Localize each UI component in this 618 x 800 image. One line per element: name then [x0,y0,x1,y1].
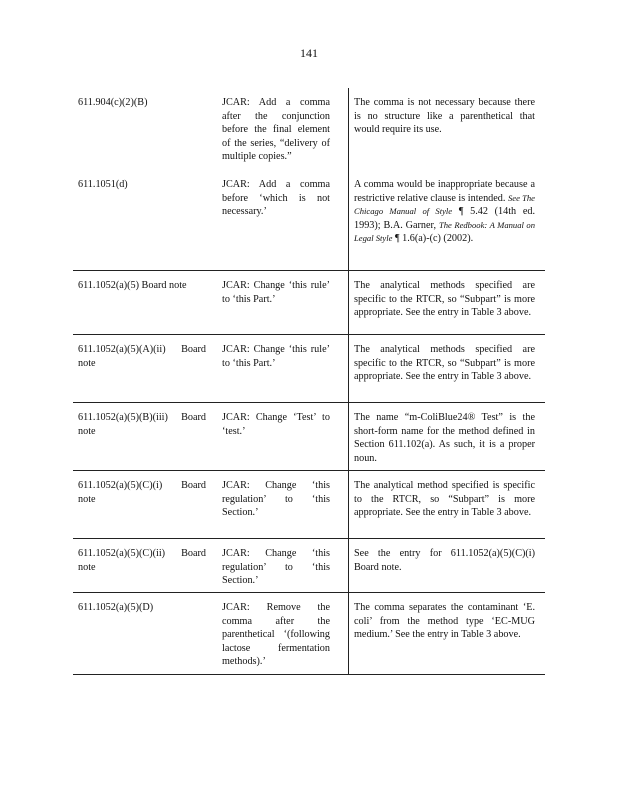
section-cell: 611.1052(a)(5)(B)(iii) Board note [78,412,206,437]
comment-cell: The comma separates the contaminant ‘E. coli’ from the method type ‘EC-MUG medium.’ See the entry in Table 3 above. [354,602,535,641]
source-cell: JCAR: Add a comma after the conjunction before the final element of the series, “delivery of multiple copies.” [222,97,330,163]
source-cell: JCAR: Change ‘this rule’ to ‘this Part.’ [222,280,330,305]
table-row [73,539,545,593]
citation-italic: The Redbook: A Manual on Legal Style [354,219,535,244]
table-row [73,593,545,675]
table-row [73,335,545,403]
source-cell: JCAR: Change ‘this regulation’ to ‘this Section.’ [222,480,330,519]
section-cell: 611.1052(a)(5)(A)(ii) Board note [78,344,206,369]
source-cell: JCAR: Change ‘Test’ to ‘test.’ [222,412,330,437]
page-number: 141 [300,46,318,60]
citation-italic: See The Chicago Manual of Style [354,192,535,217]
comment-cell: The analytical methods specified are specific to the RTCR, so “Subpart” is more appropriate. See the entry in Table 3 above. [354,344,535,383]
comment-text: ¶ 1.6(a)-(c) (2002). [392,233,474,245]
source-cell: JCAR: Change ‘this rule’ to ‘this Part.’ [222,344,330,369]
table-row [73,271,545,335]
table-row [73,403,545,471]
comment-text: A comma would be inappropriate because a restrictive relative clause is intended. [354,179,535,204]
comment-cell [354,178,535,246]
comments-table [73,88,545,675]
comment-cell: See the entry for 611.1052(a)(5)(C)(i) Board note. [354,548,535,573]
comment-cell: The name “m-ColiBlue24® Test” is the short-form name for the method defined in Section 611.102(a). As such, it is a proper noun. [354,412,535,464]
section-cell: 611.1051(d) [78,179,128,190]
section-cell: 611.1052(a)(5)(C)(ii) Board note [78,548,206,573]
section-cell: 611.1052(a)(5) Board note [78,280,187,291]
comment-text: ¶ 5.42 (14th ed. 1993); B.A. Garner, [354,206,535,231]
table-row [73,88,545,271]
source-cell: JCAR: Remove the comma after the parenthetical ‘(following lactose fermentation methods).’ [222,602,330,668]
source-cell: JCAR: Change ‘this regulation’ to ‘this Section.’ [222,548,330,587]
section-cell: 611.1052(a)(5)(D) [78,602,154,613]
section-cell: 611.904(c)(2)(B) [78,97,148,108]
table-row [73,471,545,539]
comment-cell: The analytical methods specified are specific to the RTCR, so “Subpart” is more appropriate. See the entry in Table 3 above. [354,280,535,319]
comment-cell: The comma is not necessary because there is no structure like a parenthetical that would require its use. [354,97,535,136]
comment-cell: The analytical method specified is specific to the RTCR, so “Subpart” is more appropriate. See the entry in Table 3 above. [354,480,535,519]
source-cell: JCAR: Add a comma before ‘which is not necessary.’ [222,179,330,218]
section-cell: 611.1052(a)(5)(C)(i) Board note [78,480,206,505]
